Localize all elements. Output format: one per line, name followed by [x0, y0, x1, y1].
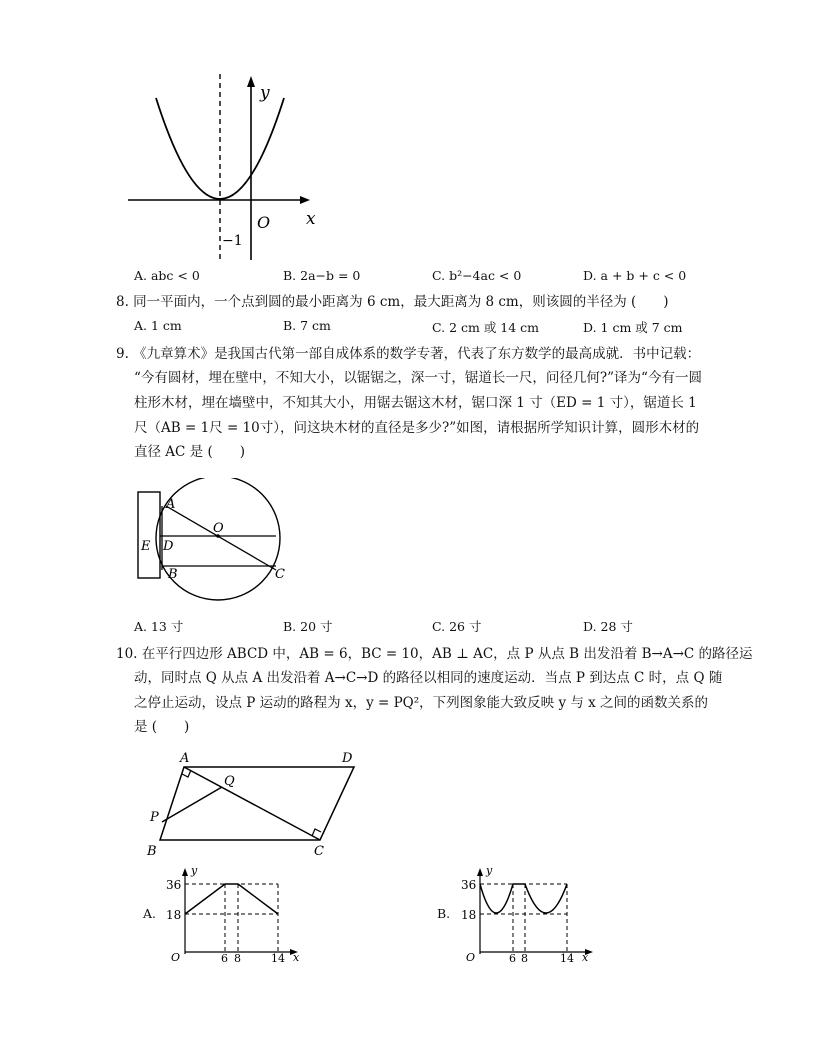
- q9-option-c[interactable]: C. 26 寸: [432, 619, 482, 634]
- tick-14: 14: [271, 952, 285, 962]
- y-axis-label: y: [260, 83, 270, 103]
- tick-8: 8: [521, 952, 528, 962]
- origin-label: O: [171, 951, 181, 962]
- q9-circle-figure: [130, 478, 305, 608]
- origin-label: O: [466, 951, 476, 962]
- tick-neg1: −1: [222, 233, 243, 249]
- graph-b-curve: [480, 884, 567, 913]
- q8-stem: 8. 同一平面内，一个点到圆的最小距离为 6 cm，最大距离为 8 cm，则该圆的半径为 ( ): [116, 294, 669, 310]
- y-axis-arrow: [247, 76, 255, 87]
- q8-option-d[interactable]: D. 1 cm 或 7 cm: [583, 320, 683, 335]
- q10-parallelogram-figure: [140, 745, 370, 860]
- q7-option-b[interactable]: B. 2a−b = 0: [283, 268, 361, 283]
- y-axis-arrow: [477, 868, 483, 876]
- label-e: E: [141, 539, 151, 554]
- right-angle-c: [312, 829, 321, 836]
- label-c: C: [275, 567, 285, 582]
- q9-line-5: 直径 AC 是 ( ): [134, 444, 245, 460]
- tick-14: 14: [560, 952, 574, 962]
- tick-18: 18: [461, 908, 477, 922]
- diameter-ac: [166, 506, 276, 570]
- label-o: O: [213, 521, 224, 536]
- q10-line-3: 之停止运动，设点 P 运动的路程为 x，y = PQ²，下列图象能大致反映 y 与 x 之间的函数关系的: [134, 695, 709, 711]
- q8-option-b[interactable]: B. 7 cm: [283, 318, 331, 333]
- q9-line-4: 尺（AB = 1尺 = 10寸），问这块木材的直径是多少?”如图，请根据所学知识计算，圆形木材的: [134, 420, 700, 436]
- q10-line-2: 动，同时点 Q 从点 A 出发沿着 A→C→D 的路径以相同的速度运动．当点 P 到达点 C 时，点 Q 随: [134, 670, 723, 686]
- label-a: A: [180, 751, 190, 766]
- q9-line-1: 9. 《九章算术》是我国古代第一部自成体系的数学专著，代表了东方数学的最高成就．书中记载：: [116, 346, 701, 362]
- y-label: y: [486, 864, 493, 877]
- q10-line-1: 10. 在平行四边形 ABCD 中，AB = 6，BC = 10，AB ⊥ AC，点 P 从点 B 出发沿着 B→A→C 的路径运: [116, 646, 753, 662]
- tick-6: 6: [509, 952, 516, 962]
- x-label: x: [582, 951, 589, 962]
- label-d: D: [342, 751, 353, 766]
- label-b: B: [147, 844, 157, 859]
- q8-option-c[interactable]: C. 2 cm 或 14 cm: [432, 320, 540, 335]
- q7-option-c[interactable]: C. b²−4ac < 0: [432, 268, 522, 283]
- q10-line-4: 是 ( ): [134, 719, 190, 735]
- graph-a-curve: [185, 884, 278, 914]
- x-label: x: [293, 951, 300, 962]
- label-a: A: [166, 497, 176, 512]
- q9-option-d[interactable]: D. 28 寸: [583, 619, 633, 634]
- label-b: B: [168, 567, 178, 582]
- tick-18: 18: [166, 908, 182, 922]
- q8-option-a[interactable]: A. 1 cm: [134, 318, 182, 333]
- q7-option-a[interactable]: A. abc < 0: [134, 268, 200, 283]
- label-c: C: [314, 844, 324, 859]
- q9-line-2: “今有圆材，埋在壁中，不知大小，以锯锯之，深一寸，锯道长一尺，问径几何?”译为“今有一圆: [134, 370, 702, 386]
- graph-a-label[interactable]: A.: [143, 906, 157, 921]
- q9-option-b[interactable]: B. 20 寸: [283, 619, 333, 634]
- q9-line-3: 柱形木材，埋在墙壁中，不知其大小，用锯去锯这木材，锯口深 1 寸（ED = 1 寸），锯道长 1: [134, 395, 697, 411]
- y-axis-arrow: [182, 868, 188, 876]
- q7-parabola-figure: [120, 70, 330, 265]
- tick-8: 8: [234, 952, 241, 962]
- diagonal-ac: [184, 767, 320, 840]
- q9-option-a[interactable]: A. 13 寸: [134, 619, 184, 634]
- graph-b: [455, 862, 605, 962]
- tick-36: 36: [166, 878, 182, 892]
- tick-36: 36: [461, 878, 477, 892]
- tick-6: 6: [221, 952, 228, 962]
- graph-b-label[interactable]: B.: [437, 906, 451, 921]
- x-axis-label: x: [306, 209, 316, 229]
- x-axis-arrow: [300, 196, 310, 204]
- label-q: Q: [224, 774, 235, 789]
- origin-label: O: [257, 213, 271, 232]
- parallelogram-abcd: [160, 767, 354, 840]
- label-p: P: [150, 810, 159, 825]
- y-label: y: [191, 864, 198, 877]
- q7-option-d[interactable]: D. a + b + c < 0: [583, 268, 687, 283]
- graph-a: [160, 862, 310, 962]
- label-d: D: [163, 539, 174, 554]
